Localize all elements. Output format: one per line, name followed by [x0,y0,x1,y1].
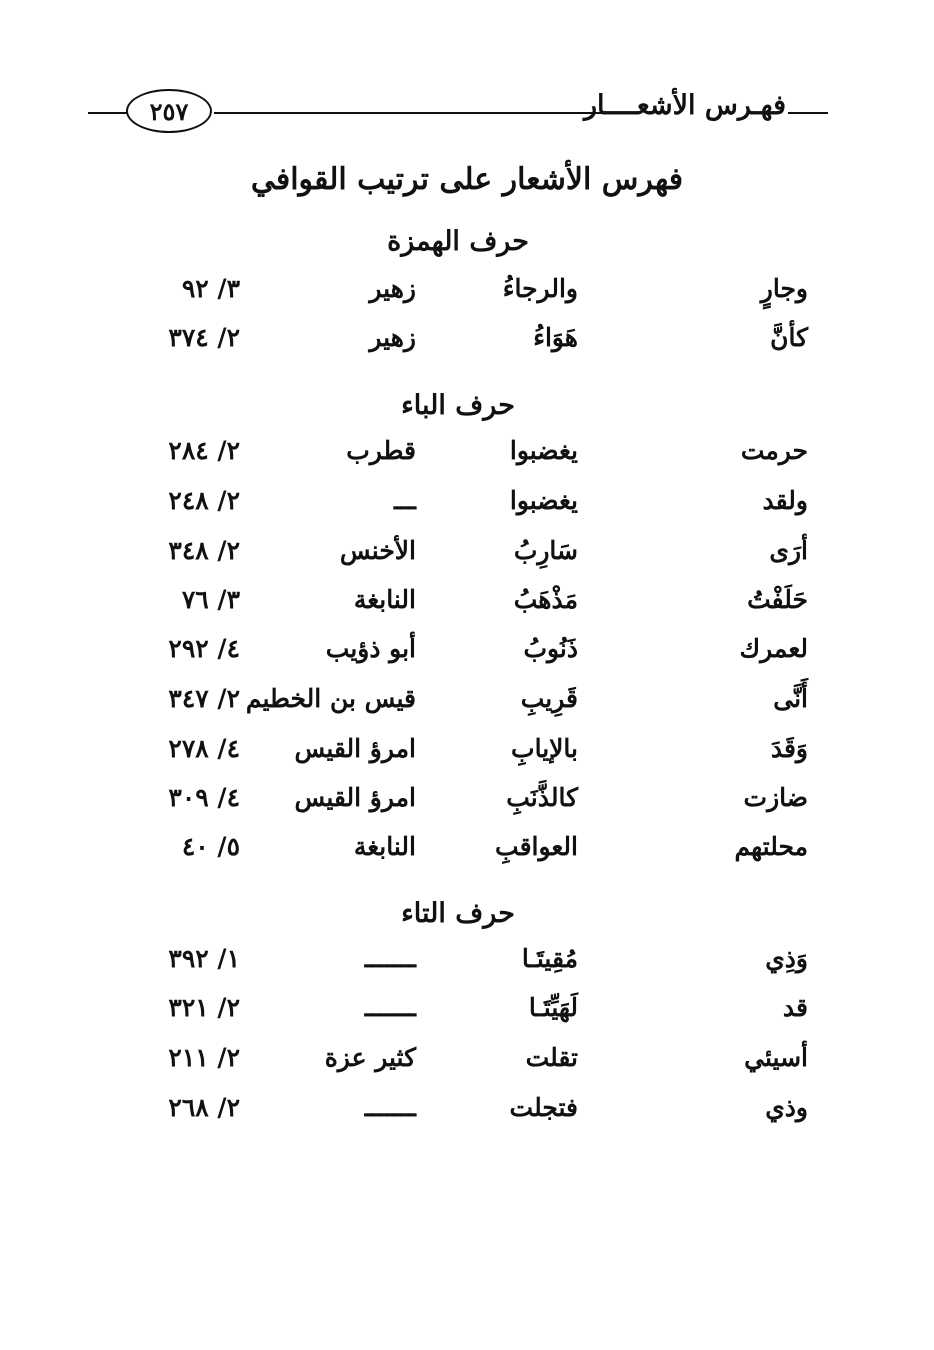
poet-name: امرؤ القيس [294,734,416,763]
volume-page-ref: ٤/ ٢٧٨ [168,734,240,763]
verse-first-word: محلتهم [734,832,808,861]
header-rule-right [788,112,828,114]
table-row [0,536,934,576]
rhyme-word: ذَنُوبُ [523,634,578,663]
table-row [0,684,934,724]
rhyme-word: يغضبوا [509,486,578,515]
rhyme-word: والرجاءُ [502,274,578,303]
poet-name: النابغة [353,585,416,614]
volume-page-ref: ٣/ ٧٦ [181,585,240,614]
verse-first-word: وَقَدَ [770,734,808,763]
verse-first-word: ولقد [762,486,808,515]
header-rule-left [88,112,128,114]
table-row [0,783,934,823]
volume-page-ref: ٢/ ٢٤٨ [168,486,240,515]
poet-name: ـــــــ [364,1093,416,1122]
volume-page-ref: ٢/ ٢٨٤ [168,436,240,465]
verse-first-word: لعمرك [739,634,808,663]
verse-first-word: أسيئي [744,1043,808,1072]
table-row [0,944,934,984]
verse-first-word: ضازت [743,783,808,812]
volume-page-ref: ٣/ ٩٢ [181,274,240,303]
poet-name: ـــ [394,486,416,515]
table-row [0,1043,934,1083]
table-row [0,323,934,363]
section-title-ba: حرف الباء [401,390,515,421]
poet-name: قطرب [346,436,416,465]
volume-page-ref: ٢/ ٣٤٧ [168,684,240,713]
rhyme-word: مَذْهَبُ [513,585,578,614]
header-rule-middle [214,112,624,114]
rhyme-word: لَهَيِّتَـا [528,993,578,1022]
verse-first-word: حرمت [740,436,808,465]
volume-page-ref: ٢/ ٣٧٤ [168,323,240,352]
rhyme-word: بالإيابِ [511,734,578,763]
table-row [0,993,934,1033]
rhyme-word: مُقِيتَـا [521,944,578,973]
poet-name: زهير [369,323,416,352]
volume-page-ref: ٢/ ٣٤٨ [168,536,240,565]
poet-name: الأخنس [339,536,416,565]
verse-first-word: كأنَّ [770,323,808,352]
table-row [0,734,934,774]
table-row [0,436,934,476]
rhyme-word: تقلت [525,1043,578,1072]
poet-name: كثير عزة [324,1043,416,1072]
poet-name: ـــــــ [364,944,416,973]
volume-page-ref: ٢/ ٢١١ [168,1043,240,1072]
rhyme-word: العواقبِ [495,832,578,861]
verse-first-word: أرَى [769,536,808,565]
volume-page-ref: ٤/ ٢٩٢ [168,634,240,663]
poet-name: امرؤ القيس [294,783,416,812]
table-row [0,585,934,625]
poet-name: زهير [369,274,416,303]
verse-first-word: حَلَفْتُ [747,585,808,614]
rhyme-word: سَارِبُ [513,536,578,565]
verse-first-word: أَنَّى [773,684,808,713]
poet-name: أبو ذؤيب [325,634,416,663]
poet-name: ـــــــ [364,993,416,1022]
table-row [0,832,934,872]
table-row [0,486,934,526]
volume-page-ref: ٢/ ٣٢١ [168,993,240,1022]
running-header [88,86,828,134]
volume-page-ref: ٥/ ٤٠ [181,832,240,861]
page-number: ٢٥٧ [126,89,212,133]
rhyme-word: هَوَاءُ [533,323,578,352]
table-row [0,634,934,674]
table-row [0,274,934,314]
section-title-ta: حرف التاء [401,898,515,929]
section-title-hamza: حرف الهمزة [387,226,529,257]
verse-first-word: وذي [765,1093,808,1122]
rhyme-word: فتجلت [509,1093,578,1122]
rhyme-word: يغضبوا [509,436,578,465]
page-title: فهرس الأشعار على ترتيب القوافي [250,162,684,197]
rhyme-word: كالذَّنَبِ [506,783,578,812]
table-row [0,1093,934,1133]
verse-first-word: وَذِي [765,944,808,973]
verse-first-word: وجارٍ [760,274,808,303]
poet-name: النابغة [353,832,416,861]
rhyme-word: قَرِيبِ [520,684,578,713]
volume-page-ref: ١/ ٣٩٢ [168,944,240,973]
poet-name: قيس بن الخطيم [245,684,416,713]
running-title: فهـرس الأشعــــار [584,90,786,121]
volume-page-ref: ٢/ ٢٦٨ [168,1093,240,1122]
volume-page-ref: ٤/ ٣٠٩ [168,783,240,812]
verse-first-word: قد [782,993,808,1022]
